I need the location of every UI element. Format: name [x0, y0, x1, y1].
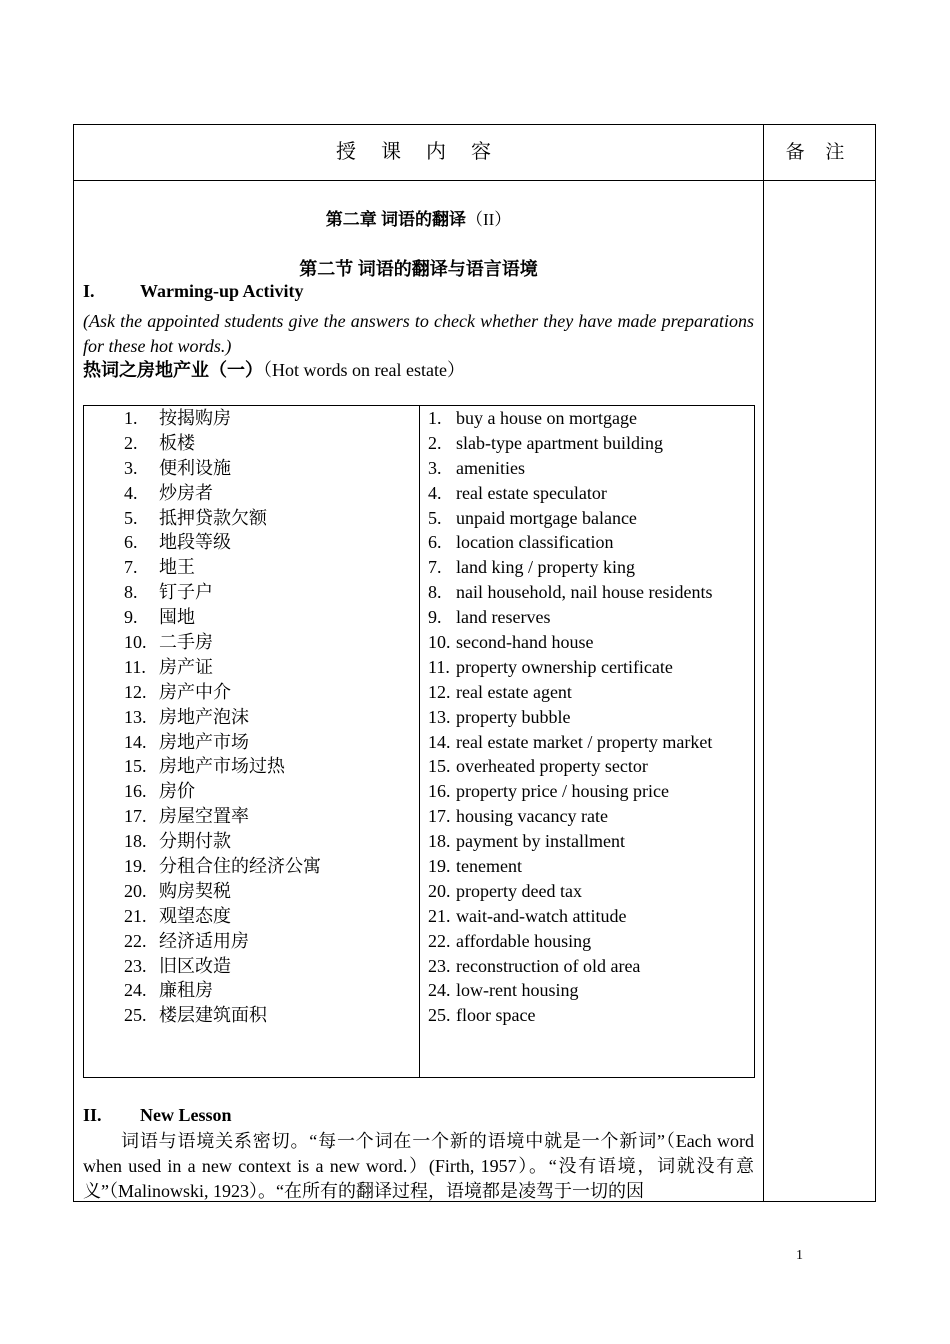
vocab-chinese-item-text: 按揭购房 [159, 408, 231, 428]
vocab-english-item [428, 530, 712, 555]
vocab-chinese-item-number: 14. [124, 731, 147, 752]
vocab-english-item-text: low-rent housing [456, 980, 579, 1001]
vocab-english-item [428, 730, 712, 755]
vocab-chinese-item [124, 804, 321, 829]
vocab-chinese-item-text: 地段等级 [159, 532, 231, 553]
part1-title: Warming-up Activity [140, 281, 304, 301]
hotwords-zh: 热词之房地产业（一） [83, 360, 263, 380]
vocab-english-item [428, 854, 712, 879]
vocab-chinese-item-number: 20. [124, 880, 147, 901]
vocab-english-item-text: property deed tax [456, 880, 582, 901]
vocab-english-item-text: payment by installment [456, 831, 625, 852]
vocab-chinese-item-text: 钉子户 [159, 582, 213, 603]
vocab-chinese-item-text: 便利设施 [159, 457, 231, 478]
vocab-chinese-item-number: 5. [124, 507, 138, 528]
vocab-english-item-text: overheated property sector [456, 756, 648, 777]
vocab-english-item-number: 8. [428, 582, 442, 603]
vocab-chinese-item-number: 1. [124, 408, 138, 428]
vocab-chinese-item [124, 754, 321, 779]
vocab-english-item [428, 879, 712, 904]
vocab-english-item [428, 705, 712, 730]
vocab-chinese-item [124, 481, 321, 506]
vocab-english-item [428, 829, 712, 854]
vocab-english-item [428, 754, 712, 779]
hotwords-en: （Hot words on real estate） [263, 360, 465, 380]
vocab-chinese-item-number: 12. [124, 681, 147, 702]
vocab-english-item-text: buy a house on mortgage [456, 408, 637, 428]
chapter-title-paren: （II） [465, 210, 512, 229]
vocab-chinese-item-number: 10. [124, 632, 147, 653]
part2-paragraph: 词语与语境关系密切。“每一个词在一个新的语境中就是一个新词”（Each word when used in a new context is a new word.）(Firth, 1957）。“没有语境，词就没有意义”（Malinowski, 1923）。“在所有的翻译过程，语境都是凌驾于一切的因 [83, 1131, 754, 1201]
page-number: 1 [796, 1248, 803, 1263]
vocab-english-item-number: 25. [428, 1005, 451, 1026]
vocab-english-item-number: 5. [428, 507, 442, 528]
hotwords-heading [83, 356, 465, 382]
vocab-english-item-text: wait-and-watch attitude [456, 905, 627, 926]
vocab-english-item-text: land king / property king [456, 557, 635, 578]
vocab-chinese-item [124, 680, 321, 705]
vocab-chinese-item [124, 530, 321, 555]
vocab-chinese-item-number: 16. [124, 781, 147, 802]
vocab-chinese-item [124, 655, 321, 680]
vocab-english-item-number: 1. [428, 408, 442, 428]
vocab-english-item-number: 19. [428, 856, 451, 877]
vocab-chinese-item-text: 购房契税 [159, 880, 231, 901]
vocab-chinese-item [124, 456, 321, 481]
vocab-english-item-text: housing vacancy rate [456, 806, 608, 827]
vocab-english-item-text: amenities [456, 457, 525, 478]
vocab-english-item [428, 929, 712, 954]
vocab-english-item [428, 555, 712, 580]
part2-heading [83, 1105, 232, 1126]
vocab-english-item-text: floor space [456, 1005, 536, 1026]
vocab-english-item [428, 954, 712, 979]
vocab-chinese-item [124, 555, 321, 580]
vocab-chinese-item-number: 18. [124, 831, 147, 852]
vocab-english-item-number: 15. [428, 756, 451, 777]
vocab-english-item-number: 13. [428, 706, 451, 727]
vocab-english-item [428, 978, 712, 1003]
vocab-english-item-text: affordable housing [456, 930, 592, 951]
vocab-english-item-number: 22. [428, 930, 451, 951]
vocab-chinese-item-number: 3. [124, 457, 138, 478]
vocab-chinese-item [124, 854, 321, 879]
vocab-chinese-item-text: 二手房 [159, 632, 213, 653]
vocab-chinese-item-text: 旧区改造 [159, 955, 231, 976]
vocab-chinese-item [124, 779, 321, 804]
vocab-chinese-item-text: 地王 [159, 557, 195, 578]
vocab-english-item-number: 21. [428, 905, 451, 926]
vocab-english-item-number: 20. [428, 880, 451, 901]
vocab-chinese-item [124, 406, 321, 431]
vocab-english-item-number: 14. [428, 731, 451, 752]
vocab-chinese-item [124, 580, 321, 605]
vocab-chinese-item [124, 879, 321, 904]
vocab-chinese-item-text: 板楼 [159, 432, 195, 453]
vocab-english-item-text: real estate market / property market [456, 731, 713, 752]
vocab-english-item-number: 9. [428, 607, 442, 628]
vocab-english-item-text: real estate agent [456, 681, 572, 702]
vocab-chinese-item-text: 分期付款 [159, 831, 231, 852]
vocab-english-item [428, 580, 712, 605]
vocab-chinese-item-text: 楼层建筑面积 [159, 1005, 267, 1026]
vocab-english-item-text: real estate speculator [456, 482, 607, 503]
vocab-chinese-item-number: 6. [124, 532, 138, 553]
vocab-chinese-item-text: 炒房者 [159, 482, 213, 503]
vocab-chinese-item-number: 22. [124, 930, 147, 951]
column-divider [763, 125, 764, 1201]
vocab-chinese-item-text: 房产证 [159, 656, 213, 677]
vocab-english-item-text: slab-type apartment building [456, 432, 663, 453]
vocab-english-item-text: property ownership certificate [456, 656, 673, 677]
vocab-chinese-item-number: 4. [124, 482, 138, 503]
vocab-chinese-item [124, 829, 321, 854]
vocab-english-item-number: 7. [428, 557, 442, 578]
header-content-label: 授 课 内 容 [336, 141, 501, 163]
lesson-table [73, 124, 876, 1202]
vocab-english-item-text: second-hand house [456, 632, 594, 653]
vocab-chinese-item-text: 经济适用房 [159, 930, 249, 951]
vocab-english-item-number: 16. [428, 781, 451, 802]
vocab-english-item-text: tenement [456, 856, 522, 877]
vocab-english-item-text: nail household, nail house residents [456, 582, 713, 603]
vocab-chinese-item-number: 13. [124, 706, 147, 727]
vocab-english-item [428, 431, 712, 456]
vocab-chinese-item [124, 705, 321, 730]
vocab-english-item-text: land reserves [456, 607, 551, 628]
vocab-chinese-item-text: 囤地 [159, 607, 195, 628]
vocab-chinese-item [124, 929, 321, 954]
vocab-english-item-number: 6. [428, 532, 442, 553]
vocab-chinese-item-number: 19. [124, 856, 147, 877]
vocab-english-item [428, 481, 712, 506]
vocab-english-item-number: 3. [428, 457, 442, 478]
vocab-english-item-text: reconstruction of old area [456, 955, 641, 976]
vocab-english-item-number: 11. [428, 656, 450, 677]
vocab-english-column [428, 406, 712, 1028]
vocab-english-item [428, 779, 712, 804]
chapter-title-text: 第二章 词语的翻译 [325, 210, 466, 229]
vocab-chinese-item-text: 房地产市场 [159, 731, 249, 752]
vocab-table [83, 405, 755, 1078]
vocab-chinese-item-number: 17. [124, 806, 147, 827]
vocab-chinese-item [124, 954, 321, 979]
vocab-english-item [428, 655, 712, 680]
vocab-chinese-item-text: 房价 [159, 781, 195, 802]
vocab-english-item-text: property price / housing price [456, 781, 669, 802]
vocab-english-item [428, 406, 712, 431]
section-title: 第二节 词语的翻译与语言语境 [299, 259, 538, 279]
vocab-chinese-item-number: 15. [124, 756, 147, 777]
part1-instruction: (Ask the appointed students give the answers to check whether they have made preparations for these hot words.) [83, 311, 754, 356]
vocab-chinese-item-text: 房屋空置率 [159, 806, 249, 827]
vocab-english-item [428, 804, 712, 829]
vocab-chinese-item-number: 9. [124, 607, 138, 628]
vocab-chinese-item-text: 分租合住的经济公寓 [159, 856, 321, 877]
part1-number: I. [83, 281, 95, 301]
vocab-chinese-item-text: 房地产市场过热 [159, 756, 285, 777]
part2-number: II. [83, 1105, 102, 1125]
vocab-english-item-number: 10. [428, 632, 451, 653]
part1-heading [83, 281, 304, 302]
vocab-english-item-text: location classification [456, 532, 614, 553]
vocab-english-item-number: 2. [428, 432, 442, 453]
vocab-chinese-item [124, 630, 321, 655]
vocab-chinese-item-text: 房地产泡沫 [159, 706, 249, 727]
vocab-chinese-item [124, 431, 321, 456]
vocab-english-item [428, 630, 712, 655]
vocab-chinese-item-number: 24. [124, 980, 147, 1001]
vocab-english-item-text: unpaid mortgage balance [456, 507, 637, 528]
part2-title: New Lesson [140, 1105, 232, 1125]
vocab-english-item-number: 18. [428, 831, 451, 852]
vocab-chinese-item-number: 25. [124, 1005, 147, 1026]
vocab-chinese-item-number: 21. [124, 905, 147, 926]
vocab-english-item-number: 17. [428, 806, 451, 827]
header-divider [74, 180, 875, 181]
vocab-chinese-item-number: 2. [124, 432, 138, 453]
vocab-english-item-text: property bubble [456, 706, 571, 727]
vocab-chinese-item [124, 605, 321, 630]
vocab-chinese-item-number: 23. [124, 955, 147, 976]
vocab-english-item-number: 23. [428, 955, 451, 976]
vocab-chinese-item [124, 978, 321, 1003]
vocab-chinese-column [124, 406, 321, 1028]
vocab-english-item [428, 605, 712, 630]
vocab-english-item [428, 904, 712, 929]
vocab-chinese-item [124, 904, 321, 929]
vocab-english-item [428, 506, 712, 531]
chapter-title [83, 205, 754, 230]
vocab-english-item [428, 1003, 712, 1028]
vocab-chinese-item-text: 廉租房 [159, 980, 213, 1001]
vocab-english-item-number: 4. [428, 482, 442, 503]
vocab-english-item-number: 24. [428, 980, 451, 1001]
vocab-chinese-item-text: 房产中介 [159, 681, 231, 702]
vocab-chinese-item-number: 7. [124, 557, 138, 578]
vocab-divider [419, 406, 420, 1077]
vocab-chinese-item [124, 1003, 321, 1028]
vocab-chinese-item-number: 11. [124, 656, 146, 677]
vocab-english-item-number: 12. [428, 681, 451, 702]
vocab-chinese-item [124, 506, 321, 531]
vocab-chinese-item-text: 抵押贷款欠额 [159, 507, 267, 528]
vocab-english-item [428, 680, 712, 705]
vocab-chinese-item-text: 观望态度 [159, 905, 231, 926]
header-notes-label: 备 注 [785, 142, 853, 163]
vocab-chinese-item [124, 730, 321, 755]
vocab-english-item [428, 456, 712, 481]
vocab-chinese-item-number: 8. [124, 582, 138, 603]
